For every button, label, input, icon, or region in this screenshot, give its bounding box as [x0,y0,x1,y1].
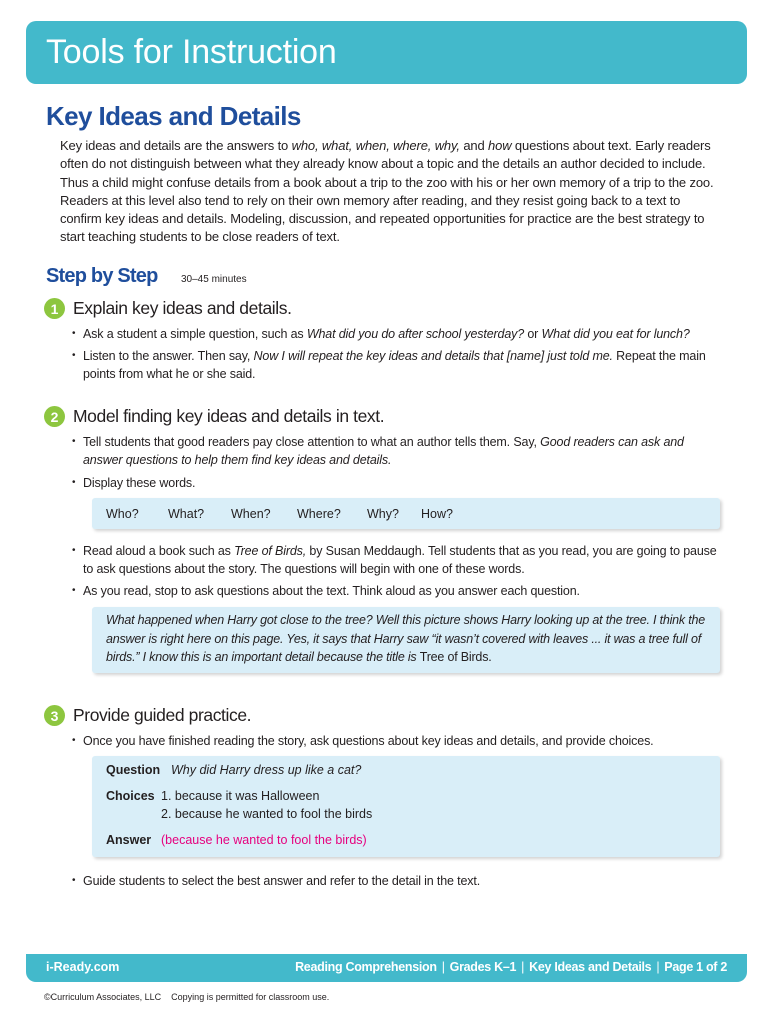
footer-site-link[interactable]: i-Ready.com [46,960,120,974]
footer-separator: | [521,960,525,974]
footer-page-number: Page 1 of 2 [664,960,727,974]
step-2-bullet-3: • Read aloud a book such as Tree of Birds, by Susan Meddaugh. Tell students that as you read, you are going to pause to ask questions about the story. The questions will begin with one of these words. [72,544,717,577]
step-3-title: Provide guided practice. [73,705,252,725]
bullet-dot-icon: • [72,545,76,556]
choice-item: 1. because it was Halloween [161,789,320,803]
question-word: Where? [297,506,341,521]
footer-crumb: Key Ideas and Details [529,960,652,974]
bullet-dot-icon: • [72,328,76,339]
question-word: How? [421,506,453,521]
step-3-bullet-2: • Guide students to select the best answer and refer to the detail in the text. [72,872,722,890]
practice-question: Why did Harry dress up like a cat? [171,763,362,777]
choice-item: 2. because he wanted to fool the birds [161,807,373,821]
page-header-title: Tools for Instruction [46,33,337,71]
intro-paragraph: Key ideas and details are the answers to who, what, when, where, why, and how questions about text. Early readers often do not distinguish between what they already know about a topic and the details an author decided to include. Thus a child might confuse details from a book about a trip to the zoo with his or her own memory of a trip to the zoo. Readers at this level also tend to rely on their own memory after reading, and they resist going back to a text to confirm key ideas and details. Modeling, discussion, and repeated opportunities for practice are the best strategy to start teaching students to be close readers of text. [60,138,714,245]
step-1-heading [44,298,292,319]
step-2-bullet-2: • Display these words. [72,474,722,492]
question-words-box [92,498,720,529]
answer-label: Answer [106,833,152,847]
bullet-dot-icon: • [72,735,76,746]
think-aloud-box: What happened when Harry got close to the tree? Well this picture shows Harry looking up at the tree. I think the answer is right here on this page. Yes, it says that Harry saw “it wasn’t covered with leaves ... it was a tree full of birds.” I know this is an important detail because the title is Tree of Birds. [92,607,720,673]
step-3-heading [44,705,251,726]
bullet-dot-icon: • [72,875,76,886]
step-2-number-icon: 2 [44,406,65,427]
header-bar [26,21,747,84]
question-word: Who? [106,506,139,521]
footer-crumb: Reading Comprehension [295,960,437,974]
step-time: 30–45 minutes [181,274,247,285]
guided-practice-box [92,756,720,857]
step-2-title: Model finding key ideas and details in text. [73,406,385,426]
step-3-bullet-1: • Once you have finished reading the story, ask questions about key ideas and details, and provide choices. [72,732,722,750]
footer-breadcrumb [295,960,727,974]
footer-bar [26,954,747,982]
footer-crumb: Grades K–1 [449,960,517,974]
copyright-notice: ©Curriculum Associates, LLC Copying is permitted for classroom use. [44,992,330,1002]
step-2-heading [44,406,384,427]
bullet-dot-icon: • [72,350,76,361]
bullet-dot-icon: • [72,477,76,488]
choices-label: Choices [106,789,155,803]
footer-separator: | [441,960,445,974]
step-2-bullet-4: • As you read, stop to ask questions about the text. Think aloud as you answer each question. [72,582,722,600]
bullet-dot-icon: • [72,436,76,447]
practice-answer: (because he wanted to fool the birds) [161,833,367,847]
step-1-bullet-2: • Listen to the answer. Then say, Now I will repeat the key ideas and details that [name] just told me. Repeat the main points from what he or she said. [72,349,706,382]
question-word: Why? [367,506,399,521]
step-by-step-heading: Step by Step [46,265,158,287]
bullet-dot-icon: • [72,585,76,596]
page-title: Key Ideas and Details [46,101,301,131]
step-3-number-icon: 3 [44,705,65,726]
step-2-bullet-1: • Tell students that good readers pay close attention to what an author tells them. Say, Good readers can ask and answer questions to help them find key ideas and details. [72,435,684,468]
step-1-number-icon: 1 [44,298,65,319]
question-label: Question [106,763,161,777]
step-1-title: Explain key ideas and details. [73,298,292,318]
footer-separator: | [656,960,660,974]
question-word: When? [231,506,271,521]
step-1-bullet-1: • Ask a student a simple question, such as What did you do after school yesterday? or What did you eat for lunch? [72,325,722,343]
question-word: What? [168,506,205,521]
